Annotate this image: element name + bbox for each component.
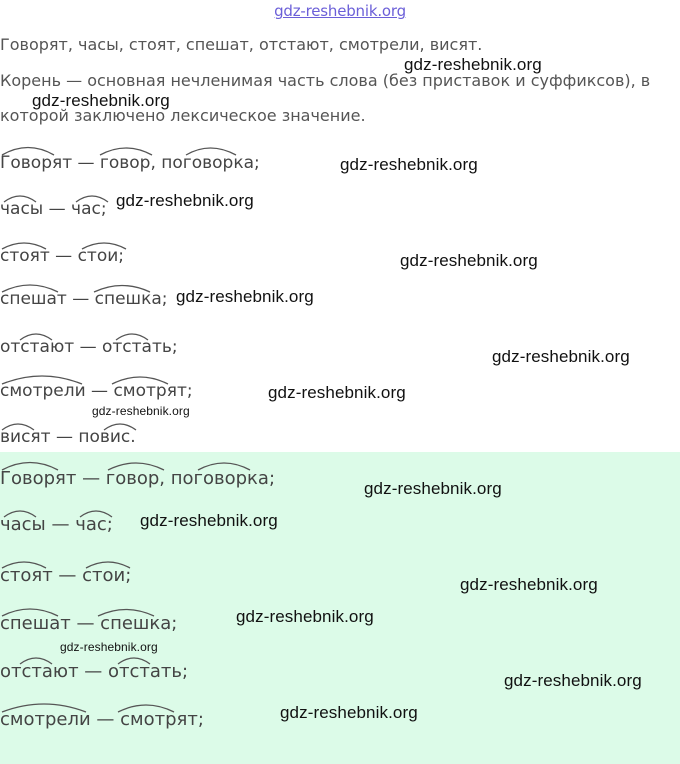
watermark: gdz-reshebnik.org (280, 703, 418, 722)
watermark: gdz-reshebnik.org (460, 575, 598, 594)
word-row: часы — час; (0, 514, 113, 535)
word-row: часы — час; (0, 199, 107, 219)
watermark: gdz-reshebnik.org (504, 671, 642, 690)
word-row: спешат — спешка; (0, 613, 178, 634)
word-row: отстают — отстать; (0, 661, 189, 682)
watermark: gdz-reshebnik.org (400, 251, 538, 270)
watermark: gdz-reshebnik.org (492, 347, 630, 366)
watermark: gdz-reshebnik.org (340, 155, 478, 174)
watermark: gdz-reshebnik.org (404, 55, 542, 74)
watermark-small: gdz-reshebnik.org (60, 640, 158, 654)
word-row: смотрели — смотрят; (0, 381, 193, 401)
watermark: gdz-reshebnik.org (236, 607, 374, 626)
word-row: Говорят — говор, поговорка; (0, 468, 276, 489)
watermark: gdz-reshebnik.org (176, 287, 314, 306)
word-row: Говорят — говор, поговорка; (0, 153, 260, 173)
watermark-small: gdz-reshebnik.org (92, 404, 190, 418)
watermark: gdz-reshebnik.org (32, 91, 170, 110)
watermark: gdz-reshebnik.org (268, 383, 406, 402)
word-row: отстают — отстать; (0, 337, 178, 357)
watermark: gdz-reshebnik.org (116, 191, 254, 210)
word-row: стоят — стои; (0, 565, 132, 586)
definition-line-1: Корень — основная нечленимая часть слова (без приставок и суффиксов), в (0, 71, 651, 90)
word-row: висят — повис. (0, 427, 136, 447)
word-row: спешат — спешка; (0, 289, 168, 309)
intro-words: Говорят, часы, стоят, спешат, отстают, смотрели, висят. (0, 35, 483, 54)
word-row: смотрели — смотрят; (0, 709, 204, 730)
definition-line-2: которой заключено лексическое значение. (0, 106, 366, 125)
watermark: gdz-reshebnik.org (140, 511, 278, 530)
watermark: gdz-reshebnik.org (364, 479, 502, 498)
header-site-link[interactable]: gdz-reshebnik.org (274, 2, 406, 20)
word-row: стоят — стои; (0, 246, 125, 266)
